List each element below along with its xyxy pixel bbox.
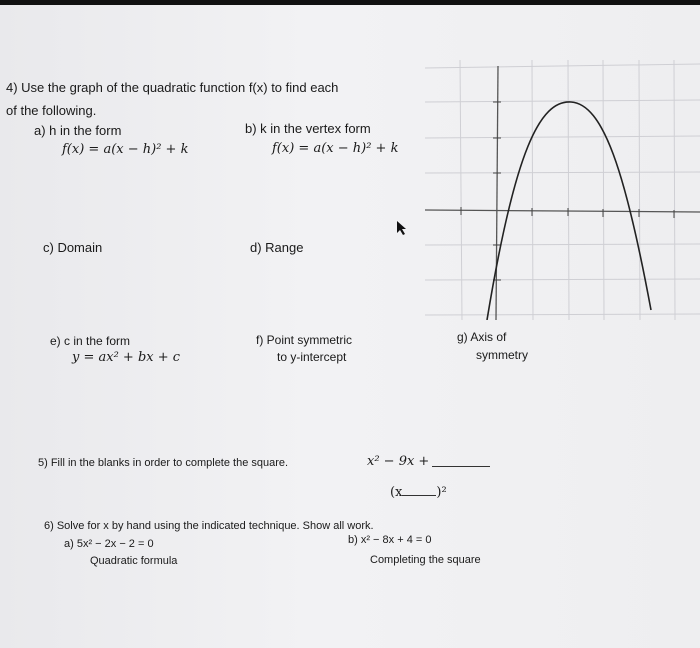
q5-expression: x² − 9x + — [367, 454, 430, 469]
q4-title-line1: 4) Use the graph of the quadratic function f(x) to find each — [6, 80, 339, 95]
q6b-equation: b) x² − 8x + 4 = 0 — [348, 534, 432, 546]
q4f-label-line2: to y-intercept — [277, 350, 347, 364]
q4b-label: b) k in the vertex form — [245, 121, 371, 136]
q4e-label: e) c in the form — [50, 334, 131, 348]
q4b-formula: f(x) = a(x − h)² + k — [272, 141, 399, 156]
q5-binomial-close: )² — [436, 485, 447, 500]
x-axis — [425, 210, 700, 212]
q4g-label-line2: symmetry — [476, 348, 528, 362]
axis-ticks — [461, 102, 674, 280]
q6-prompt: 6) Solve for x by hand using the indicated technique. Show all work. — [44, 520, 374, 532]
y-axis — [496, 66, 498, 320]
graph-grid — [425, 60, 700, 320]
q5-blank-constant[interactable] — [432, 466, 490, 467]
q5-binomial-open: (x — [390, 485, 403, 500]
q5-blank-binomial[interactable] — [402, 495, 436, 496]
top-border — [0, 0, 700, 5]
q4f-label-line1: f) Point symmetric — [256, 333, 353, 347]
q4a-formula: f(x) = a(x − h)² + k — [62, 142, 189, 157]
mouse-cursor-icon — [396, 220, 408, 236]
q4a-label: a) h in the form — [34, 123, 122, 138]
q5-prompt: 5) Fill in the blanks in order to complete the square. — [38, 457, 289, 469]
q4g-label-line1: g) Axis of — [457, 330, 507, 344]
q6a-method: Quadratic formula — [90, 555, 178, 567]
q4e-formula: y = ax² + bx + c — [72, 350, 181, 365]
q6a-equation: a) 5x² − 2x − 2 = 0 — [64, 538, 154, 550]
quadratic-graph — [425, 60, 700, 320]
q4d-label: d) Range — [250, 240, 304, 255]
q4-title-line2: of the following. — [6, 103, 97, 118]
q4c-label: c) Domain — [43, 240, 103, 255]
q6b-method: Completing the square — [370, 554, 481, 566]
q5-binomial — [390, 486, 447, 499]
